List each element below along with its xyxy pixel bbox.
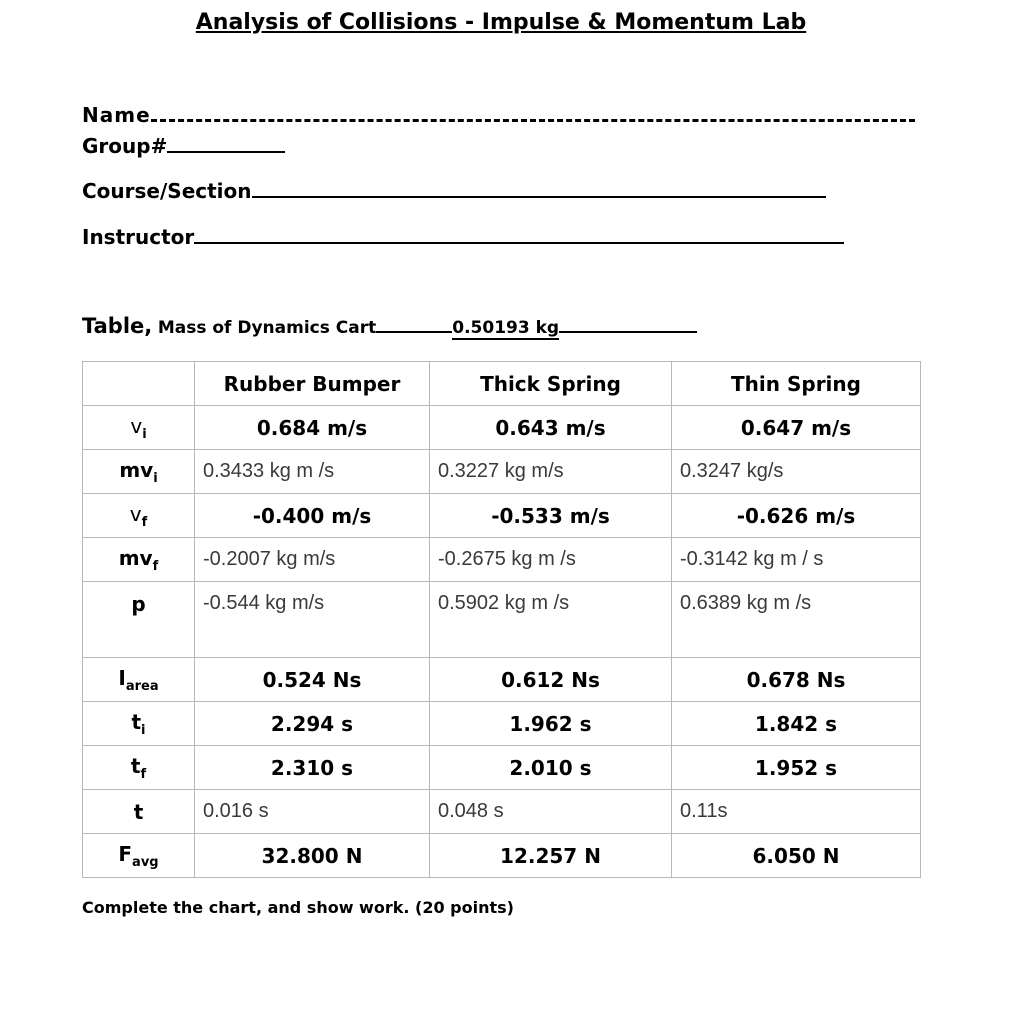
instructor-label: Instructor [82,225,195,249]
table-row [83,538,921,582]
table-row [83,790,921,834]
cell-mvf-thin[interactable]: -0.3142 kg m / s [672,538,921,582]
mass-value: 0.50193 kg [452,318,560,338]
cell-mvf-rubber[interactable]: -0.2007 kg m/s [195,538,430,582]
collision-table [82,361,921,878]
group-label: Group# [82,134,168,158]
mass-line-left [376,317,452,333]
header-empty [83,362,195,406]
cell-ti-rubber[interactable]: 2.294 s [195,702,430,746]
cell-vi-rubber[interactable]: 0.684 m/s [195,406,430,450]
row-label-tf: $t_f$ [83,746,195,790]
cell-tf-rubber[interactable]: 2.310 s [195,746,430,790]
name-label: Name [82,103,151,127]
cell-vf-thin[interactable]: -0.626 m/s [672,494,921,538]
table-row [83,582,921,658]
name-line[interactable] [151,101,915,122]
cell-iarea-thin[interactable]: 0.678 Ns [672,658,921,702]
page-title: Analysis of Collisions - Impulse & Momentum Lab [195,10,807,35]
row-label-mvf: $mv_f$ [83,538,195,582]
table-row [83,746,921,790]
row-label-vf: $v_f$ [83,494,195,538]
cell-favg-rubber[interactable]: 32.800 N [195,834,430,878]
instructor-field [82,224,844,249]
cell-ti-thick[interactable]: 1.962 s [430,702,672,746]
mass-label: Mass of Dynamics Cart [157,318,377,338]
table-row [83,450,921,494]
name-field [82,101,915,127]
cell-tf-thick[interactable]: 2.010 s [430,746,672,790]
cell-mvi-thick[interactable]: 0.3227 kg m/s [430,450,672,494]
cell-mvf-thick[interactable]: -0.2675 kg m /s [430,538,672,582]
row-label-iarea: $I_{area}$ [83,658,195,702]
cell-mvi-rubber[interactable]: 0.3433 kg m /s [195,450,430,494]
instructions-footer: Complete the chart, and show work. (20 points) [82,898,514,917]
header-thin-spring: Thin Spring [672,362,921,406]
cell-p-thin[interactable]: 0.6389 kg m /s [672,582,921,658]
header-thick-spring: Thick Spring [430,362,672,406]
cell-vf-rubber[interactable]: -0.400 m/s [195,494,430,538]
cell-p-rubber[interactable]: -0.544 kg m/s [195,582,430,658]
row-label-favg: $F_{avg}$ [83,834,195,878]
cell-vi-thick[interactable]: 0.643 m/s [430,406,672,450]
cell-favg-thin[interactable]: 6.050 N [672,834,921,878]
header-row [83,362,921,406]
cell-vf-thick[interactable]: -0.533 m/s [430,494,672,538]
table-row [83,834,921,878]
cell-t-thick[interactable]: 0.048 s [430,790,672,834]
header-rubber-bumper: Rubber Bumper [195,362,430,406]
row-label-p: p [83,582,195,658]
table-row [83,494,921,538]
mass-line-right [559,317,697,333]
cell-mvi-thin[interactable]: 0.3247 kg/s [672,450,921,494]
group-line[interactable] [167,133,285,153]
row-label-ti: $t_i$ [83,702,195,746]
cell-t-rubber[interactable]: 0.016 s [195,790,430,834]
course-field [82,178,826,203]
instructor-line[interactable] [194,224,844,244]
cell-favg-thick[interactable]: 12.257 N [430,834,672,878]
cell-vi-thin[interactable]: 0.647 m/s [672,406,921,450]
cell-iarea-thick[interactable]: 0.612 Ns [430,658,672,702]
cell-tf-thin[interactable]: 1.952 s [672,746,921,790]
course-label: Course/Section [82,179,252,203]
table-label: Table, [82,314,153,338]
cell-t-thin[interactable]: 0.11s [672,790,921,834]
mass-row [82,314,697,340]
cell-ti-thin[interactable]: 1.842 s [672,702,921,746]
table-row [83,406,921,450]
course-line[interactable] [252,178,826,198]
row-label-vi: $v_i$ [83,406,195,450]
cell-p-thick[interactable]: 0.5902 kg m /s [430,582,672,658]
group-field [82,133,285,158]
table-row [83,702,921,746]
row-label-t: t [83,790,195,834]
cell-iarea-rubber[interactable]: 0.524 Ns [195,658,430,702]
table-row [83,658,921,702]
row-label-mvi: $mv_i$ [83,450,195,494]
